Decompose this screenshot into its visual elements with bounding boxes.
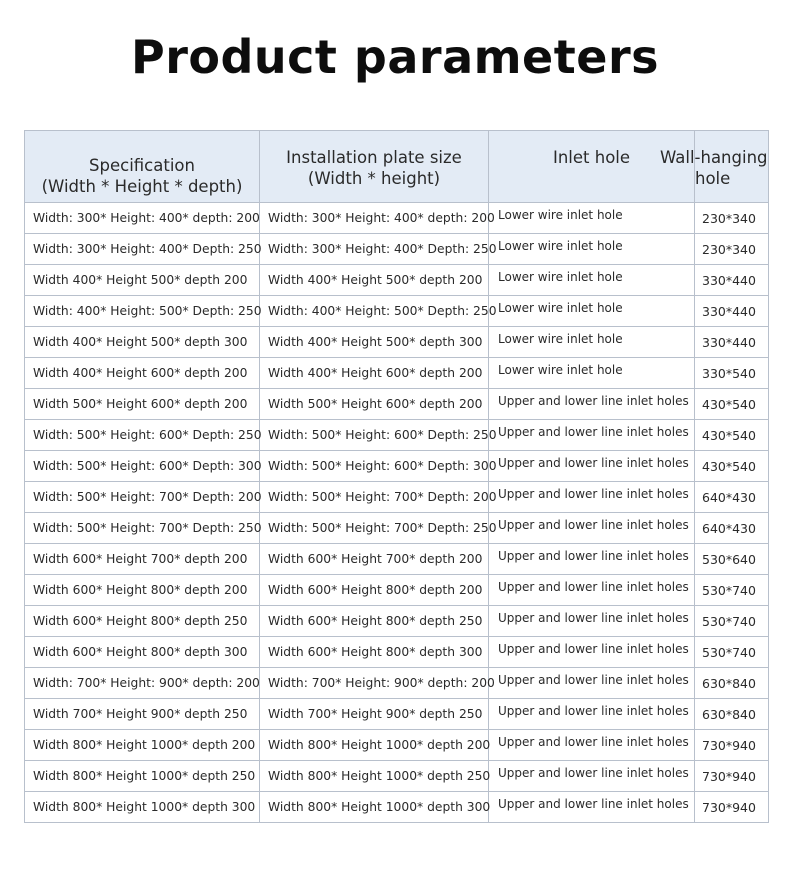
cell-specification: Width 800* Height 1000* depth 250: [25, 761, 260, 792]
cell-specification: Width 800* Height 1000* depth 200: [25, 730, 260, 761]
cell-specification: Width 400* Height 600* depth 200: [25, 358, 260, 389]
cell-installation-plate: Width 400* Height 500* depth 300: [260, 327, 489, 358]
table-row: [25, 420, 769, 451]
cell-specification: Width 600* Height 800* depth 250: [25, 606, 260, 637]
cell-inlet-hole: Upper and lower line inlet holes: [489, 637, 695, 668]
cell-installation-plate: Width 600* Height 800* depth 300: [260, 637, 489, 668]
table-row: [25, 451, 769, 482]
cell-inlet-hole: Upper and lower line inlet holes: [489, 699, 695, 730]
table-row: [25, 327, 769, 358]
cell-specification: Width: 300* Height: 400* Depth: 250: [25, 234, 260, 265]
cell-installation-plate: Width 800* Height 1000* depth 250: [260, 761, 489, 792]
cell-wall-hanging-hole: 230*340: [695, 203, 769, 234]
parameters-table: [24, 130, 769, 823]
table-row: [25, 668, 769, 699]
table-row: [25, 606, 769, 637]
table-row: [25, 761, 769, 792]
table-row: [25, 513, 769, 544]
cell-installation-plate: Width: 700* Height: 900* depth: 200: [260, 668, 489, 699]
cell-wall-hanging-hole: 730*940: [695, 761, 769, 792]
table-row: [25, 544, 769, 575]
table-row: [25, 482, 769, 513]
cell-installation-plate: Width 600* Height 800* depth 200: [260, 575, 489, 606]
cell-specification: Width 400* Height 500* depth 300: [25, 327, 260, 358]
header-installation-plate-title: Installation plate size: [286, 147, 462, 167]
cell-inlet-hole: Upper and lower line inlet holes: [489, 730, 695, 761]
cell-specification: Width 800* Height 1000* depth 300: [25, 792, 260, 823]
cell-specification: Width 600* Height 800* depth 200: [25, 575, 260, 606]
header-installation-plate-subtitle: (Width * height): [307, 168, 441, 188]
cell-installation-plate: Width: 500* Height: 700* Depth: 250: [260, 513, 489, 544]
cell-wall-hanging-hole: 630*840: [695, 699, 769, 730]
cell-inlet-hole: Lower wire inlet hole: [489, 358, 695, 389]
cell-inlet-hole: Upper and lower line inlet holes: [489, 482, 695, 513]
cell-inlet-hole: Lower wire inlet hole: [489, 203, 695, 234]
table-row: [25, 792, 769, 823]
table-row: [25, 203, 769, 234]
table-body: [25, 203, 769, 823]
table-row: [25, 358, 769, 389]
cell-wall-hanging-hole: 530*740: [695, 575, 769, 606]
cell-installation-plate: Width: 500* Height: 600* Depth: 300: [260, 451, 489, 482]
cell-specification: Width: 300* Height: 400* depth: 200: [25, 203, 260, 234]
cell-wall-hanging-hole: 530*640: [695, 544, 769, 575]
cell-inlet-hole: Upper and lower line inlet holes: [489, 761, 695, 792]
header-specification-subtitle: (Width * Height * depth): [41, 176, 243, 196]
table-row: [25, 296, 769, 327]
cell-installation-plate: Width 700* Height 900* depth 250: [260, 699, 489, 730]
header-wall-hanging-hole: [660, 131, 769, 203]
header-specification: [25, 131, 260, 203]
cell-wall-hanging-hole: 230*340: [695, 234, 769, 265]
cell-installation-plate: Width 800* Height 1000* depth 200: [260, 730, 489, 761]
header-wall-hanging-line1: Wall-hanging: [660, 148, 768, 167]
header-specification-title: Specification: [89, 155, 195, 175]
cell-inlet-hole: Upper and lower line inlet holes: [489, 389, 695, 420]
header-wall-hanging-line2: hole: [695, 169, 731, 188]
cell-specification: Width: 500* Height: 600* Depth: 250: [25, 420, 260, 451]
cell-specification: Width: 400* Height: 500* Depth: 250: [25, 296, 260, 327]
cell-inlet-hole: Upper and lower line inlet holes: [489, 544, 695, 575]
cell-inlet-hole: Upper and lower line inlet holes: [489, 451, 695, 482]
cell-inlet-hole: Upper and lower line inlet holes: [489, 606, 695, 637]
table-row: [25, 234, 769, 265]
cell-wall-hanging-hole: 630*840: [695, 668, 769, 699]
table-row: [25, 265, 769, 296]
cell-wall-hanging-hole: 330*440: [695, 265, 769, 296]
cell-wall-hanging-hole: 640*430: [695, 482, 769, 513]
cell-installation-plate: Width 400* Height 600* depth 200: [260, 358, 489, 389]
cell-installation-plate: Width 600* Height 700* depth 200: [260, 544, 489, 575]
cell-inlet-hole: Upper and lower line inlet holes: [489, 668, 695, 699]
cell-wall-hanging-hole: 730*940: [695, 730, 769, 761]
cell-inlet-hole: Upper and lower line inlet holes: [489, 420, 695, 451]
cell-inlet-hole: Lower wire inlet hole: [489, 265, 695, 296]
cell-wall-hanging-hole: 430*540: [695, 389, 769, 420]
cell-specification: Width 500* Height 600* depth 200: [25, 389, 260, 420]
cell-specification: Width 600* Height 700* depth 200: [25, 544, 260, 575]
cell-installation-plate: Width 600* Height 800* depth 250: [260, 606, 489, 637]
cell-installation-plate: Width 400* Height 500* depth 200: [260, 265, 489, 296]
cell-installation-plate: Width: 300* Height: 400* depth: 200: [260, 203, 489, 234]
cell-wall-hanging-hole: 730*940: [695, 792, 769, 823]
cell-inlet-hole: Upper and lower line inlet holes: [489, 513, 695, 544]
table-row: [25, 637, 769, 668]
cell-wall-hanging-hole: 530*740: [695, 637, 769, 668]
cell-installation-plate: Width 800* Height 1000* depth 300: [260, 792, 489, 823]
cell-wall-hanging-hole: 530*740: [695, 606, 769, 637]
cell-inlet-hole: Upper and lower line inlet holes: [489, 575, 695, 606]
table-header-row: [25, 131, 769, 203]
cell-installation-plate: Width: 400* Height: 500* Depth: 250: [260, 296, 489, 327]
cell-specification: Width: 500* Height: 700* Depth: 250: [25, 513, 260, 544]
cell-wall-hanging-hole: 330*540: [695, 358, 769, 389]
cell-installation-plate: Width: 500* Height: 600* Depth: 250: [260, 420, 489, 451]
cell-wall-hanging-hole: 430*540: [695, 420, 769, 451]
cell-wall-hanging-hole: 330*440: [695, 327, 769, 358]
cell-specification: Width 700* Height 900* depth 250: [25, 699, 260, 730]
page-title: Product parameters: [130, 30, 660, 84]
cell-wall-hanging-hole: 640*430: [695, 513, 769, 544]
cell-specification: Width: 700* Height: 900* depth: 200: [25, 668, 260, 699]
cell-inlet-hole: Lower wire inlet hole: [489, 234, 695, 265]
table-row: [25, 699, 769, 730]
cell-installation-plate: Width 500* Height 600* depth 200: [260, 389, 489, 420]
cell-wall-hanging-hole: 430*540: [695, 451, 769, 482]
cell-inlet-hole: Lower wire inlet hole: [489, 296, 695, 327]
table-row: [25, 730, 769, 761]
table-row: [25, 575, 769, 606]
header-installation-plate: [260, 131, 489, 203]
cell-wall-hanging-hole: 330*440: [695, 296, 769, 327]
cell-inlet-hole: Upper and lower line inlet holes: [489, 792, 695, 823]
cell-installation-plate: Width: 300* Height: 400* Depth: 250: [260, 234, 489, 265]
cell-specification: Width: 500* Height: 600* Depth: 300: [25, 451, 260, 482]
table-row: [25, 389, 769, 420]
cell-installation-plate: Width: 500* Height: 700* Depth: 200: [260, 482, 489, 513]
cell-specification: Width 600* Height 800* depth 300: [25, 637, 260, 668]
header-inlet-hole-title: Inlet hole: [552, 148, 631, 167]
cell-inlet-hole: Lower wire inlet hole: [489, 327, 695, 358]
cell-specification: Width 400* Height 500* depth 200: [25, 265, 260, 296]
cell-specification: Width: 500* Height: 700* Depth: 200: [25, 482, 260, 513]
